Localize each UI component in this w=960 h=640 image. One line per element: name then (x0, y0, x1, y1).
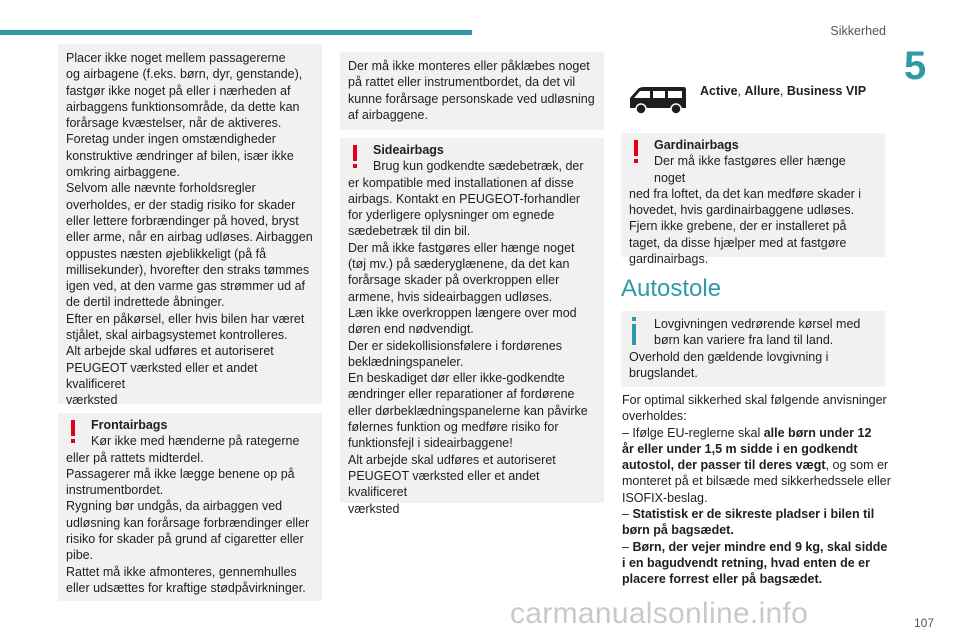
legislation-text (629, 316, 877, 381)
text-line: (tøj mv.) på sæderyglænene, da det kan (348, 257, 570, 272)
text-line: airbags. Kontakt en PEUGEOT-forhandler (348, 191, 581, 206)
text-line: børn kan variere fra land til land. (654, 333, 834, 348)
text-line: kunne forårsage personskade ved udløsning (348, 91, 595, 106)
van-icon (626, 82, 688, 116)
header-accent-bar (0, 30, 472, 35)
warning-box-frontairbags (58, 413, 322, 601)
text-line: Alt arbejde skal udføres et autoriseret (66, 344, 274, 359)
text-line: for yderligere oplysninger om egnede (348, 208, 555, 223)
text-line: eller på rattets midterdel. (66, 450, 204, 465)
text-line: eller lettere forbrændinger på hoved, bryst (66, 213, 299, 228)
text-line: brugslandet. (629, 365, 698, 380)
text-line: Rygning bør undgås, da airbaggen ved (66, 499, 283, 514)
warning-box-gardinairbags (621, 133, 885, 267)
model-active: Active (700, 84, 738, 98)
text-line: sædebetræk til din bil. (348, 224, 471, 239)
text-line: følernes funktion og medføre risiko for (348, 420, 559, 435)
text-line: PEUGEOT værksted eller et andet kvalificeret (348, 468, 540, 500)
warning-icon (349, 145, 361, 169)
text-line: eller arme, når en airbag udløses. Airbaggen (66, 230, 313, 245)
gardinairbags-text (629, 153, 877, 267)
text-line: fastgør ikke noget på eller i nærheden af (66, 83, 291, 98)
text-line: Overhold den gældende lovgivning i (629, 349, 829, 364)
text-line: Kør ikke med hænderne på rategerne (91, 434, 300, 449)
frontairbags-title: Frontairbags (91, 418, 168, 432)
text-line: døren end nødvendigt. (348, 322, 474, 337)
text-line: Lovgivningen vedrørende kørsel med (654, 317, 861, 331)
text-line: armene, hvis sideairbaggen udløses. (348, 289, 553, 304)
text-line: omkring airbaggene. (66, 165, 180, 180)
text-line: airbaggens funktionsområde, da dette kan (66, 99, 300, 114)
text-line: de dertil indrettede åbninger. (66, 295, 225, 310)
text-line: Der må ikke fastgøres eller hænge noget (348, 240, 575, 255)
child-seat-instructions: For optimal sikkerhed skal følgende anvisninger overholdes: – Ifølge EU-reglerne skal alle børn under 12 år eller under 1,5 m sidde i en godkendt autostol, der passer til deres vægt, og som er monteret på et bilsæde med sikkerhedssele eller ISOFIX-beslag. – Statistisk er de sikreste pladser i bilen til børn på bagsædet. – Børn, der vejer mindre end 9 kg, skal sidde i en bagudvendt retning, hvad enten de er placere forrest eller på bagsædet. (622, 393, 891, 587)
text-line: Alt arbejde skal udføres et autoriseret (348, 452, 556, 467)
text-line: pibe. (66, 548, 94, 563)
text-line: Fjern ikke grebene, der er installeret på (629, 219, 847, 234)
text-line: eller udsættes for kraftige stødpåvirkninger. (66, 580, 306, 595)
info-box-steering (340, 52, 604, 130)
text-line: En beskadiget dør eller ikke-godkendte (348, 371, 565, 386)
chapter-number: 5 (904, 44, 927, 88)
text-line: millisekunder), hvorefter den straks tømmes (66, 262, 310, 277)
text-line: hovedet, hvis gardinairbaggene udløses. (629, 203, 855, 218)
sideairbags-title: Sideairbags (373, 143, 444, 157)
text-line: forårsage kvæstelser, når de aktiveres. (66, 116, 282, 131)
text-line: overholdes, er der stadig risiko for skader (66, 197, 296, 212)
text-line: værksted (348, 501, 400, 516)
text-line: PEUGEOT værksted eller et andet kvalificeret (66, 360, 258, 391)
text-line: værksted (66, 393, 118, 408)
warning-icon (630, 140, 642, 164)
watermark: carmanualsonline.info (510, 597, 809, 630)
text-line: gardinairbags. (629, 252, 709, 267)
warning-box-sideairbags (340, 138, 604, 516)
text-line: på rattet eller instrumentbordet, da det vil (348, 75, 576, 90)
text-line: og airbagene (f.eks. børn, dyr, genstande), (66, 67, 303, 82)
model-allure: Allure (744, 84, 780, 98)
section-title: Sikkerhed (830, 24, 886, 38)
text-line: beklædningspaneler. (348, 354, 464, 369)
text-line: udløsning kan forårsage forbrændinger eller (66, 515, 310, 530)
text-line: Der må ikke fastgøres eller hænge noget (654, 154, 846, 185)
frontairbags-text (66, 433, 314, 596)
text-line: Der må ikke monteres eller påklæbes noget (348, 59, 590, 73)
general-text (66, 50, 314, 409)
text-line: ned fra loftet, da det kan medføre skader i (629, 186, 862, 201)
text-line: konstruktive ændringer af bilen, især ikke (66, 148, 294, 163)
text-line: oppustes næsten øjeblikkeligt (på få (66, 246, 267, 261)
text-line: Brug kun godkendte sædebetræk, der (373, 159, 584, 174)
model-business-vip: Business VIP (786, 84, 867, 98)
text-line: forårsage skader på overkroppen eller (348, 273, 560, 288)
text-line: igen ved, at den varme gas strømmer ud af (66, 279, 305, 294)
text-line: eller dørbeklædningspanelerne kan påvirke (348, 403, 588, 418)
model-list: Active, Allure, Business VIP (700, 84, 867, 98)
steering-text (348, 58, 596, 123)
info-box-general (58, 44, 322, 408)
info-box-legislation (621, 311, 885, 387)
text-line: taget, da disse hjælper med at fastgøre (629, 235, 847, 250)
text-line: ændringer eller reparationer af fordørene (348, 387, 575, 402)
warning-icon (67, 420, 79, 444)
section-heading-autostole: Autostole (621, 275, 722, 302)
text-line: Der er sidekollisionsfølere i fordørenes (348, 338, 562, 353)
text-line: Læn ikke overkroppen længere over mod (348, 305, 577, 320)
page-number: 107 (913, 616, 934, 630)
text-line: Foretag under ingen omstændigheder (66, 132, 276, 147)
text-line: Placer ikke noget mellem passagererne (66, 51, 286, 65)
gardinairbags-title: Gardinairbags (654, 138, 739, 152)
info-icon (630, 317, 638, 345)
text-line: risiko for skader på grund af cigaretter eller (66, 532, 304, 547)
sideairbags-text (348, 158, 596, 517)
text-line: instrumentbordet. (66, 483, 164, 498)
text-line: af airbaggene. (348, 107, 428, 122)
text-line: Passagerer må ikke lægge benene op på (66, 466, 295, 481)
text-line: er kompatible med installationen af disse (348, 175, 574, 190)
text-line: stjålet, skal airbagsystemet kontrolleres. (66, 328, 288, 343)
text-line: Rattet må ikke afmonteres, gennemhulles (66, 564, 297, 579)
text-line: Selvom alle nævnte forholdsregler (66, 181, 256, 196)
text-line: funktionsfejl i sideairbaggene! (348, 436, 513, 451)
text-line: Efter en påkørsel, eller hvis bilen har været (66, 311, 305, 326)
